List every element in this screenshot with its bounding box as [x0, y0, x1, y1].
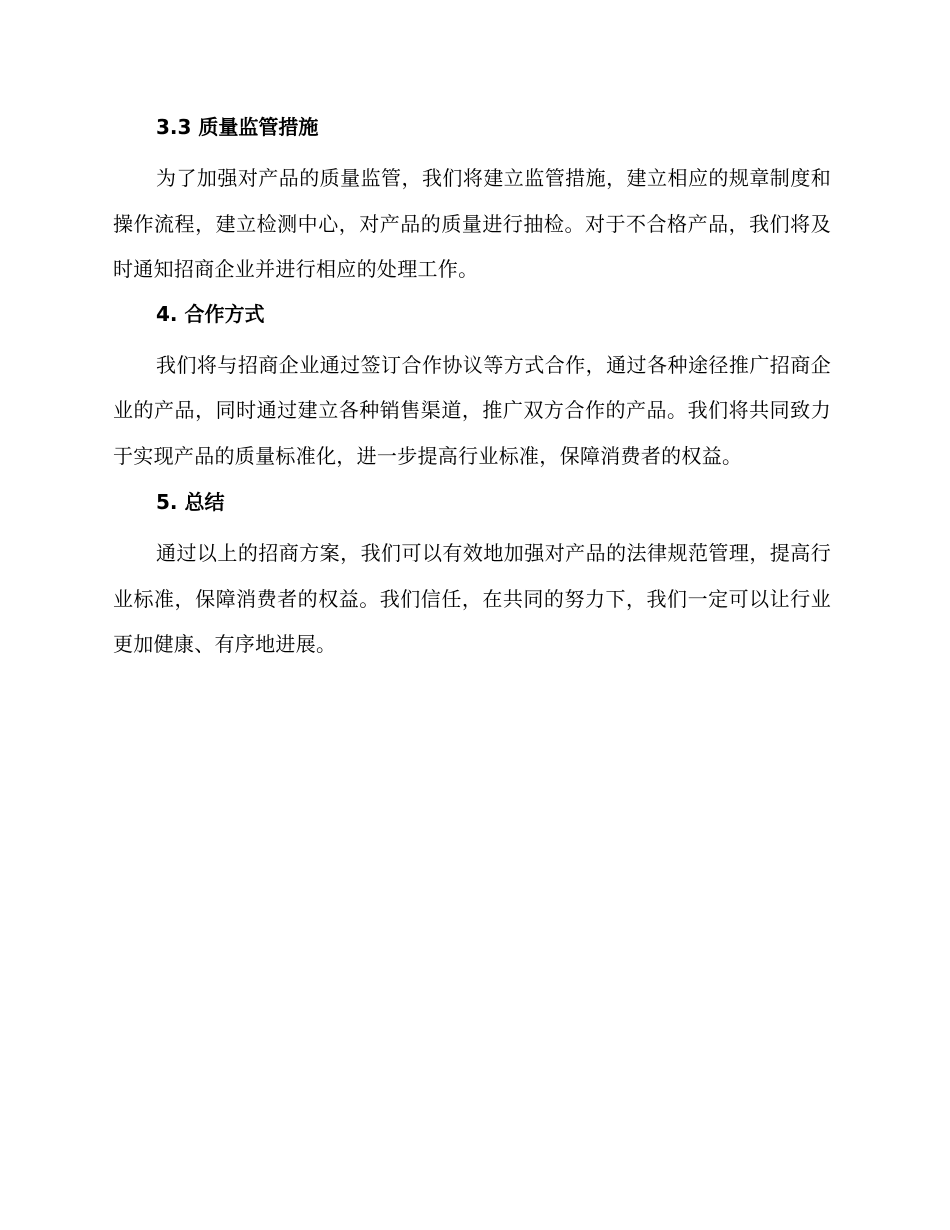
section-heading: 3.3 质量监管措施	[156, 115, 319, 139]
section-paragraph: 通过以上的招商方案，我们可以有效地加强对产品的法律规范管理，提高行业标准，保障消费者的权益。我们信任，在共同的努力下，我们一定可以让行业更加健康、有序地进展。	[113, 541, 831, 656]
section-paragraph: 为了加强对产品的质量监管，我们将建立监管措施，建立相应的规章制度和操作流程，建立检测中心，对产品的质量进行抽检。对于不合格产品，我们将及时通知招商企业并进行相应的处理工作。	[113, 166, 831, 281]
section-heading: 5. 总结	[156, 490, 225, 514]
section-quality-supervision	[113, 112, 831, 293]
section-cooperation	[113, 299, 831, 480]
section-heading: 4. 合作方式	[156, 301, 265, 326]
document-body	[113, 112, 831, 676]
section-summary	[113, 487, 831, 668]
section-paragraph: 我们将与招商企业通过签订合作协议等方式合作，通过各种途径推广招商企业的产品，同时通过建立各种销售渠道，推广双方合作的产品。我们将共同致力于实现产品的质量标准化，进一步提高行业标准，保障消费者的权益。	[113, 352, 831, 468]
